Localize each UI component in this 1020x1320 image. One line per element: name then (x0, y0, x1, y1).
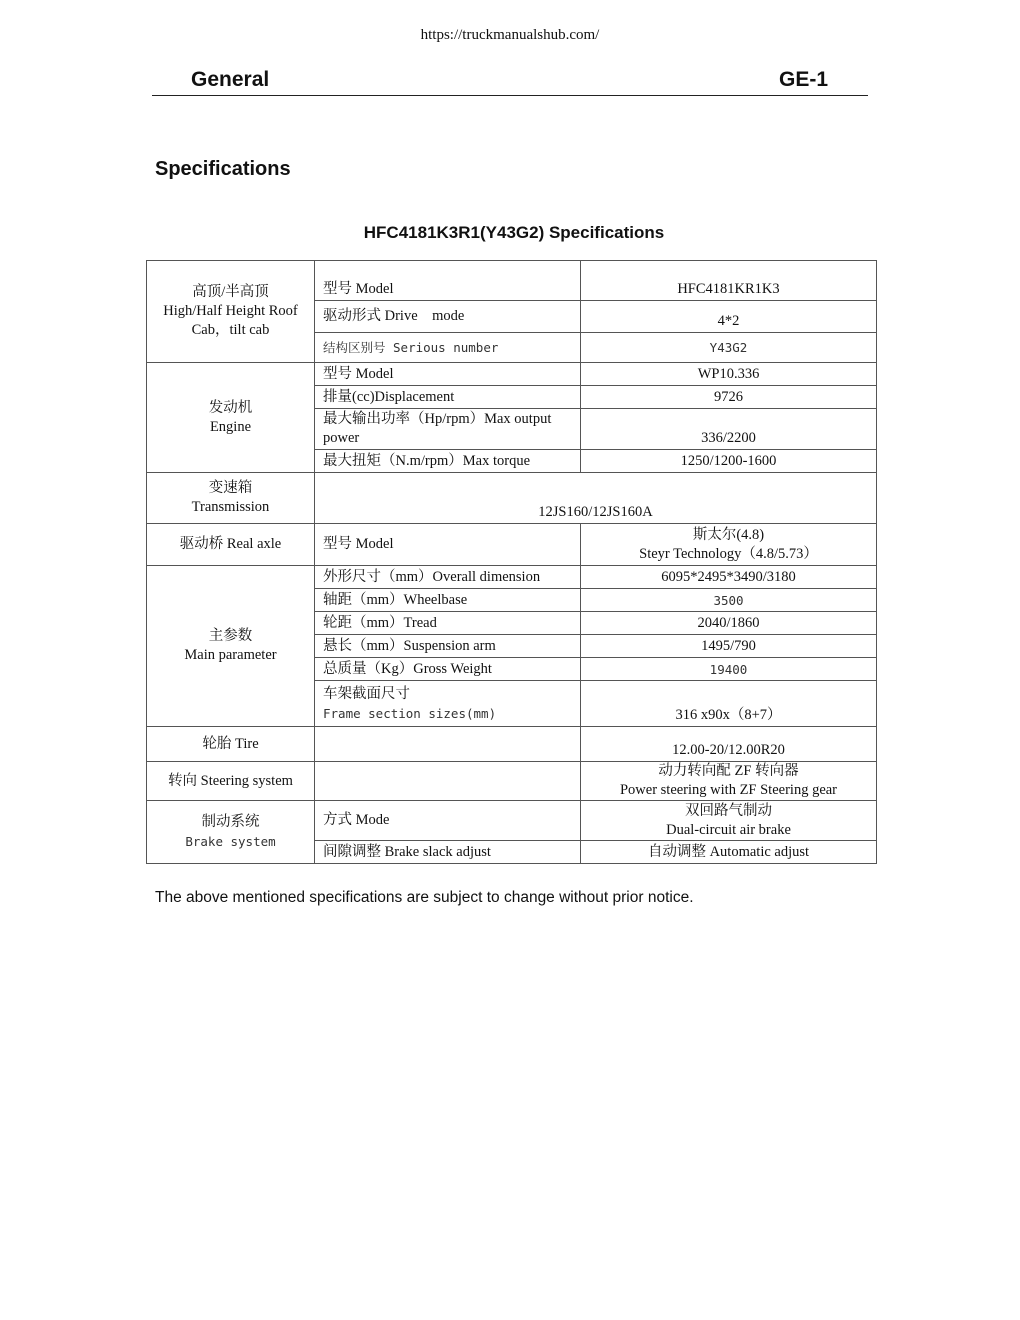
table-row (147, 473, 877, 524)
brake-mode-value (581, 801, 877, 841)
wheelbase-label: 轴距（mm）Wheelbase (315, 589, 581, 612)
table-row (147, 801, 877, 841)
engine-displacement-label: 排量(cc)Displacement (315, 386, 581, 409)
table-row (147, 261, 877, 301)
frame-section-label-cn: 车架截面尺寸 (323, 685, 410, 702)
brake-mode-value-cn: 双回路气制动 (685, 802, 772, 819)
category-cell-engine (147, 363, 315, 473)
frame-section-label (315, 681, 581, 727)
brake-category-en: Brake system (185, 834, 276, 849)
cab-drive-mode-value: 4*2 (581, 301, 877, 333)
steering-value-en: Power steering with ZF Steering gear (619, 782, 838, 798)
specifications-table (146, 260, 877, 864)
gross-weight-label: 总质量（Kg）Gross Weight (315, 658, 581, 681)
category-cell-brake (147, 801, 315, 864)
engine-category-cn: 发动机 (208, 399, 253, 416)
header-section-name: General (191, 68, 270, 91)
engine-category-en: Engine (209, 418, 252, 435)
tire-empty-cell (315, 727, 581, 762)
table-row (147, 566, 877, 589)
brake-slack-label: 间隙调整 Brake slack adjust (315, 841, 581, 864)
engine-max-torque-value: 1250/1200-1600 (581, 450, 877, 473)
table-title: HFC4181K3R1(Y43G2) Specifications (363, 223, 665, 242)
brake-mode-label: 方式 Mode (315, 801, 581, 841)
overall-dimension-value: 6095*2495*3490/3180 (581, 566, 877, 589)
table-row (147, 727, 877, 762)
footer-note: The above mentioned specifications are subject to change without prior notice. (155, 889, 694, 906)
tire-value: 12.00-20/12.00R20 (581, 727, 877, 762)
main-category-cn: 主参数 (208, 628, 253, 644)
axle-category: 驱动桥 Real axle (147, 524, 315, 566)
steering-value-cn: 动力转向配 ZF 转向器 (658, 763, 799, 779)
engine-max-output-label-line1: 最大输出功率（Hp/rpm）Max output (323, 411, 552, 427)
section-title: Specifications (155, 158, 291, 180)
brake-slack-value: 自动调整 Automatic adjust (581, 841, 877, 864)
steering-empty-cell (315, 762, 581, 801)
engine-max-output-label (315, 409, 581, 450)
steering-category: 转向 Steering system (147, 762, 315, 801)
cab-serious-number-value: Y43G2 (581, 333, 877, 363)
tire-category: 轮胎 Tire (147, 727, 315, 762)
engine-displacement-value: 9726 (581, 386, 877, 409)
suspension-arm-label: 悬长（mm）Suspension arm (315, 635, 581, 658)
axle-model-value-en: Steyr Technology（4.8/5.73） (639, 545, 818, 562)
axle-model-label: 型号 Model (315, 524, 581, 566)
brake-category-cn: 制动系统 (201, 814, 260, 830)
engine-model-value: WP10.336 (581, 363, 877, 386)
transmission-category-cn: 变速箱 (208, 480, 253, 496)
header-page-number: GE-1 (778, 68, 828, 91)
table-row (147, 762, 877, 801)
suspension-arm-value: 1495/790 (581, 635, 877, 658)
cab-category-en-line1: High/Half Height Roof (163, 303, 298, 319)
frame-section-value: 316 x90x（8+7） (581, 681, 877, 727)
transmission-category-en: Transmission (191, 499, 270, 515)
cab-model-value: HFC4181KR1K3 (581, 261, 877, 301)
source-url: https://truckmanualshub.com/ (420, 27, 600, 43)
axle-model-value (581, 524, 877, 566)
main-category-en: Main parameter (184, 647, 277, 663)
engine-model-label: 型号 Model (315, 363, 581, 386)
wheelbase-value: 3500 (581, 589, 877, 612)
engine-max-output-label-line2: power (323, 430, 360, 446)
brake-mode-value-en: Dual-circuit air brake (666, 821, 791, 838)
overall-dimension-label: 外形尺寸（mm）Overall dimension (315, 566, 581, 589)
cab-category-cn: 高顶/半高顶 (192, 284, 269, 300)
table-row (147, 363, 877, 386)
engine-max-torque-label: 最大扭矩（N.m/rpm）Max torque (315, 450, 581, 473)
cab-serious-number-label: 结构区别号 Serious number (315, 333, 581, 363)
cab-category-en-line2: Cab，tilt cab (191, 322, 270, 338)
gross-weight-value: 19400 (581, 658, 877, 681)
category-cell-main-parameter (147, 566, 315, 727)
engine-max-output-value: 336/2200 (581, 409, 877, 450)
transmission-value: 12JS160/12JS160A (315, 473, 877, 524)
category-cell-transmission (147, 473, 315, 524)
cab-model-label: 型号 Model (315, 261, 581, 301)
steering-value (581, 762, 877, 801)
category-cell-cab (147, 261, 315, 363)
cab-drive-mode-label: 驱动形式 Drive mode (315, 301, 581, 333)
frame-section-label-en: Frame section sizes(mm) (323, 705, 497, 721)
tread-label: 轮距（mm）Tread (315, 612, 581, 635)
table-row (147, 524, 877, 566)
tread-value: 2040/1860 (581, 612, 877, 635)
page-header (152, 66, 868, 96)
axle-model-value-cn: 斯太尔(4.8) (692, 526, 765, 543)
